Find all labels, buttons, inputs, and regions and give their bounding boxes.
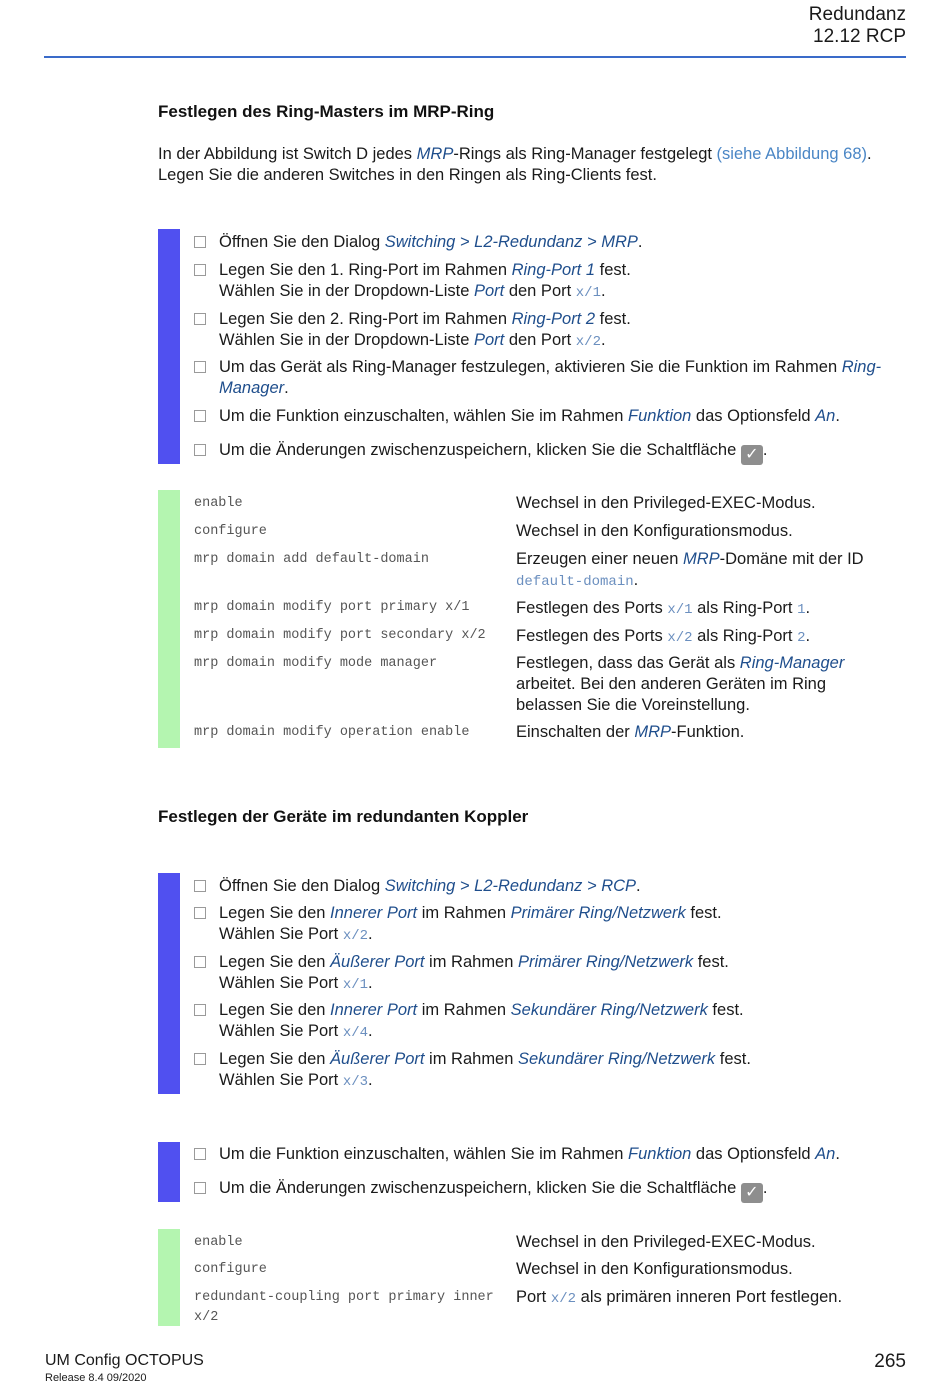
instruction-bar: [158, 229, 180, 464]
step-text: fest.: [595, 261, 631, 279]
step-text: Wählen Sie in der Dropdown-Liste: [219, 331, 474, 349]
desc-text: als Ring-Port: [692, 599, 798, 617]
code-value: 1: [797, 602, 806, 618]
field-name: Äußerer Port: [330, 953, 425, 971]
step-checkbox-icon: [194, 236, 206, 248]
desc-text: Erzeugen einer neuen: [516, 550, 683, 568]
cli-description: [516, 653, 906, 716]
frame-name: Ring-Port 1: [511, 261, 596, 279]
section-title-ring-master: Festlegen des Ring-Masters im MRP-Ring: [158, 102, 495, 121]
frame-name: Manager: [219, 379, 285, 397]
step-checkbox-icon: [194, 880, 206, 892]
cli-command: mrp domain modify port primary x/1: [194, 600, 470, 615]
step-text: das Optionsfeld: [691, 407, 816, 425]
step-text: .: [636, 877, 641, 895]
step-text: Um die Änderungen zwischenzuspeichern, klicken Sie die Schaltfläche: [219, 441, 741, 459]
header-chapter: Redundanz: [808, 4, 906, 25]
code-value: default-domain: [516, 574, 634, 590]
cli-command-text: x/2: [194, 1310, 219, 1325]
desc-text: Festlegen, dass das Gerät als: [516, 654, 740, 672]
cli-command: mrp domain add default-domain: [194, 552, 429, 567]
step-checkbox-icon: [194, 444, 206, 456]
desc-text: belassen Sie die Voreinstellung.: [516, 696, 750, 714]
step-text: Öffnen Sie den Dialog: [219, 877, 385, 895]
step-text: Legen Sie den 2. Ring-Port im Rahmen: [219, 310, 512, 328]
step-text: Um die Funktion einzuschalten, wählen Sie im Rahmen: [219, 1145, 629, 1163]
step-text: Um die Änderungen zwischenzuspeichern, klicken Sie die Schaltfläche: [219, 1179, 741, 1197]
step-checkbox-icon: [194, 1053, 206, 1065]
desc-text: Festlegen des Ports: [516, 599, 668, 617]
cli-bar: [158, 490, 180, 748]
step-text: den Port: [504, 331, 576, 349]
step-text: fest.: [715, 1050, 751, 1068]
step-text: Wählen Sie Port: [219, 974, 343, 992]
term-mrp: MRP: [634, 723, 671, 741]
intro-text: -Rings als Ring-Manager festgelegt: [453, 145, 717, 163]
intro-text: .: [867, 145, 872, 163]
code-value: x/1: [667, 602, 693, 618]
desc-text: -Funktion.: [671, 723, 745, 741]
step-text: im Rahmen: [424, 953, 518, 971]
cli-command: configure: [194, 1262, 267, 1277]
step-checkbox-icon: [194, 907, 206, 919]
step-text: .: [637, 233, 643, 251]
step-text: fest.: [595, 310, 631, 328]
step-text: fest.: [685, 904, 722, 922]
frame-name: Primärer Ring/Netzwerk: [518, 953, 694, 971]
step-text: den Port: [504, 282, 576, 300]
step-text: Öffnen Sie den Dialog: [219, 233, 385, 251]
cli-command: [194, 1288, 494, 1328]
cli-description: [516, 1287, 906, 1310]
step-text: .: [601, 282, 606, 300]
frame-name: Primärer Ring/Netzwerk: [510, 904, 686, 922]
step-text: .: [762, 441, 768, 459]
step-text: .: [368, 1022, 373, 1040]
step-text: im Rahmen: [417, 1001, 511, 1019]
step-text: .: [368, 925, 373, 943]
step-text: Um das Gerät als Ring-Manager festzulegen, aktivieren Sie die Funktion im Rahmen: [219, 358, 842, 376]
intro-text: Legen Sie die anderen Switches in den Ringen als Ring-Clients fest.: [158, 166, 657, 184]
step-text: Wählen Sie Port: [219, 1071, 343, 1089]
step-text: fest.: [693, 953, 729, 971]
frame-name: Funktion: [628, 407, 692, 425]
port-value: x/3: [342, 1074, 369, 1090]
step-checkbox-icon: [194, 410, 206, 422]
step-text: fest.: [707, 1001, 744, 1019]
desc-text: -Domäne mit der ID: [719, 550, 864, 568]
port-value: x/4: [342, 1025, 369, 1041]
step-checkbox-icon: [194, 313, 206, 325]
code-value: x/2: [550, 1291, 577, 1307]
step-text: .: [601, 331, 606, 349]
code-value: 2: [797, 630, 806, 646]
cli-description: Wechsel in den Konfigurationsmodus.: [516, 522, 793, 540]
step-checkbox-icon: [194, 1182, 206, 1194]
term-mrp: MRP: [682, 550, 720, 568]
desc-text: .: [633, 571, 639, 589]
frame-name: Ring-Port 2: [511, 310, 596, 328]
step-text: .: [835, 1145, 840, 1163]
term-ring-manager: Ring-Manager: [739, 654, 845, 672]
cli-description: Wechsel in den Privileged-EXEC-Modus.: [516, 1233, 816, 1251]
step-text: Legen Sie den 1. Ring-Port im Rahmen: [219, 261, 512, 279]
cli-command: mrp domain modify mode manager: [194, 656, 438, 671]
cli-description: Wechsel in den Privileged-EXEC-Modus.: [516, 494, 816, 512]
dialog-path: Switching > L2-Redundanz > MRP: [384, 233, 638, 251]
dialog-path: Switching > L2-Redundanz > RCP: [384, 877, 637, 895]
field-name: Äußerer Port: [330, 1050, 425, 1068]
option-name: An: [815, 1145, 836, 1163]
frame-name: Funktion: [628, 1145, 692, 1163]
cli-description: [516, 598, 906, 621]
step-text: .: [284, 379, 289, 397]
cli-description: [516, 722, 906, 743]
desc-text: arbeitet. Bei den anderen Geräten im Ring: [516, 675, 827, 693]
cli-command-text: redundant-coupling port primary inner: [194, 1290, 494, 1305]
step-text: Wählen Sie Port: [219, 925, 343, 943]
frame-name: Ring-: [841, 358, 882, 376]
port-value: x/1: [575, 285, 601, 301]
option-name: An: [815, 407, 836, 425]
code-value: x/2: [667, 630, 693, 646]
desc-text: .: [805, 599, 811, 617]
step-checkbox-icon: [194, 361, 206, 373]
step-text: .: [835, 407, 840, 425]
header-section: 12.12 RCP: [813, 26, 906, 47]
step-text: Legen Sie den: [219, 1050, 331, 1068]
port-value: x/2: [575, 334, 601, 350]
section-title-coupler: Festlegen der Geräte im redundanten Koppler: [158, 807, 529, 826]
step-text: .: [368, 1071, 373, 1089]
step-text: .: [762, 1179, 768, 1197]
cli-command: mrp domain modify operation enable: [194, 725, 470, 740]
step-text: Legen Sie den: [219, 904, 331, 922]
desc-text: Einschalten der: [516, 723, 635, 741]
intro-text: In der Abbildung ist Switch D jedes: [158, 145, 417, 163]
step-text: .: [368, 974, 373, 992]
field-name: Port: [473, 282, 505, 300]
cli-description: [516, 549, 906, 593]
cli-command: enable: [194, 1235, 243, 1250]
header-rule: [44, 56, 906, 58]
desc-text: Festlegen des Ports: [516, 627, 668, 645]
footer-document: UM Config OCTOPUS: [45, 1352, 204, 1369]
cli-bar: [158, 1229, 180, 1326]
field-name: Innerer Port: [330, 904, 418, 922]
instruction-bar: [158, 1142, 180, 1202]
field-name: Port: [473, 331, 505, 349]
port-value: x/1: [342, 977, 369, 993]
footer-release: Release 8.4 09/2020: [45, 1372, 147, 1384]
desc-text: als primären inneren Port festlegen.: [576, 1288, 843, 1306]
port-value: x/2: [342, 928, 369, 944]
checkmark-icon[interactable]: ✓: [741, 1183, 763, 1203]
cli-command: configure: [194, 524, 267, 539]
step-text: Wählen Sie Port: [219, 1022, 343, 1040]
intro-paragraph: [158, 144, 918, 186]
step-text: Legen Sie den: [219, 1001, 331, 1019]
cli-description: Wechsel in den Konfigurationsmodus.: [516, 1260, 793, 1278]
step-text: das Optionsfeld: [691, 1145, 816, 1163]
cli-description: [516, 626, 906, 649]
desc-text: .: [805, 627, 811, 645]
field-name: Innerer Port: [330, 1001, 418, 1019]
step-text: Wählen Sie in der Dropdown-Liste: [219, 282, 474, 300]
step-checkbox-icon: [194, 1004, 206, 1016]
step-text: im Rahmen: [417, 904, 511, 922]
term-mrp: MRP: [416, 145, 454, 163]
step-checkbox-icon: [194, 264, 206, 276]
cli-command: mrp domain modify port secondary x/2: [194, 628, 486, 643]
desc-text: als Ring-Port: [692, 627, 798, 645]
step-checkbox-icon: [194, 956, 206, 968]
page-number: 265: [874, 1351, 906, 1372]
step-text: Um die Funktion einzuschalten, wählen Sie im Rahmen: [219, 407, 629, 425]
step-checkbox-icon: [194, 1148, 206, 1160]
frame-name: Sekundärer Ring/Netzwerk: [518, 1050, 716, 1068]
instruction-bar: [158, 873, 180, 1094]
cli-command: enable: [194, 496, 243, 511]
step-text: im Rahmen: [424, 1050, 518, 1068]
desc-text: Port: [516, 1288, 551, 1306]
frame-name: Sekundärer Ring/Netzwerk: [510, 1001, 708, 1019]
figure-reference-link[interactable]: (siehe Abbildung 68): [716, 145, 867, 163]
checkmark-icon[interactable]: ✓: [741, 445, 763, 465]
step-text: Legen Sie den: [219, 953, 331, 971]
